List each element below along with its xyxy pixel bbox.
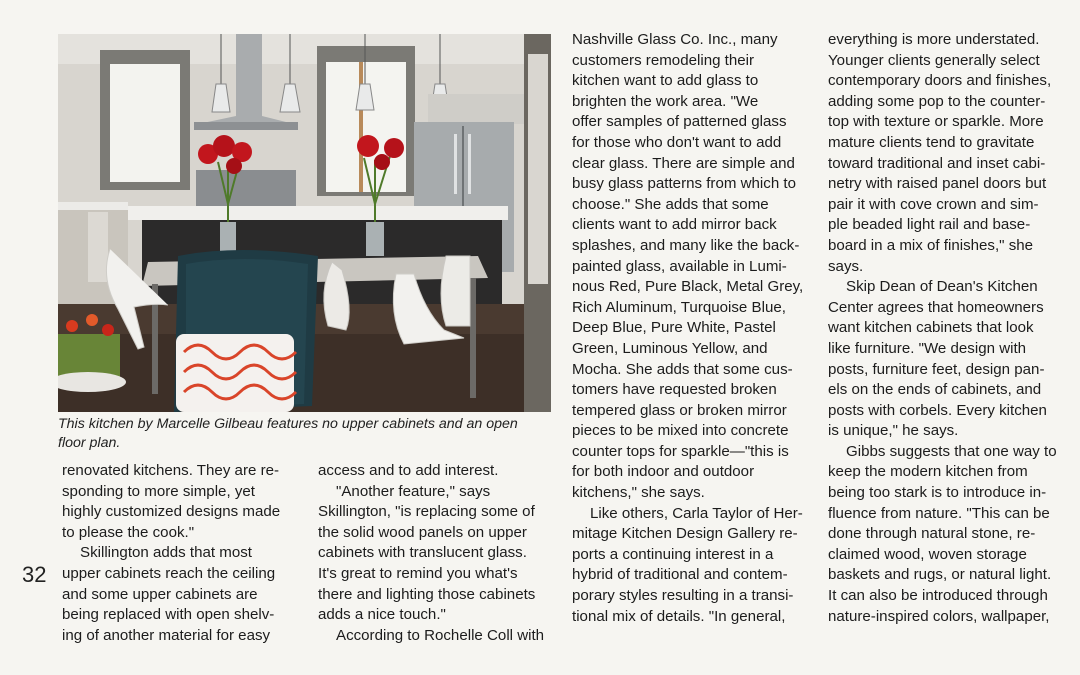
text-line: "Another feature," says — [336, 482, 491, 500]
text-line: tempered glass or broken mirror — [572, 401, 787, 419]
text-line: there and lighting those cabinets — [318, 585, 536, 603]
text-line: busy glass patterns from which to — [572, 175, 796, 193]
text-line: tional mix of details. "In general, — [572, 607, 786, 625]
text-line: upper cabinets reach the ceiling — [62, 564, 276, 582]
text-line: According to Rochelle Coll with — [336, 626, 545, 644]
text-line: like furniture. "We design with — [828, 339, 1027, 357]
text-line: want kitchen cabinets that look — [828, 319, 1034, 337]
text-line: Like others, Carla Taylor of Her- — [590, 504, 803, 522]
paragraph — [828, 30, 1068, 277]
text-line: highly customized designs made — [62, 503, 281, 521]
text-line: clients want to add mirror back — [572, 216, 777, 234]
text-line: ing of another material for easy — [62, 626, 271, 644]
paragraph — [828, 277, 1068, 442]
kitchen-photo — [58, 34, 551, 412]
text-line: counter tops for sparkle—"this is — [572, 442, 789, 460]
text-column-2 — [318, 461, 556, 646]
paragraph — [572, 30, 810, 504]
text-column-3 — [572, 30, 810, 627]
text-line: Gibbs suggests that one way to — [846, 442, 1057, 460]
photo-caption — [58, 415, 558, 453]
text-line: nature-inspired colors, wallpaper, — [828, 607, 1050, 625]
text-line: porary styles resulting in a transi- — [572, 587, 794, 605]
text-line: It can also be introduced through — [828, 587, 1048, 605]
text-line: Nashville Glass Co. Inc., many — [572, 31, 778, 48]
paragraph — [572, 504, 810, 628]
text-line: everything is more understated. — [828, 31, 1040, 48]
text-line: els on the ends of cabinets, and — [828, 381, 1042, 399]
text-line: Green, Luminous Yellow, and — [572, 339, 768, 357]
text-line: top with texture or sparkle. More — [828, 113, 1044, 131]
paragraph — [318, 626, 556, 647]
text-line: ple beaded light rail and base- — [828, 216, 1031, 234]
text-line: pair it with cove crown and sim- — [828, 195, 1039, 213]
paragraph — [62, 461, 298, 543]
text-line: posts with corbels. Every kitchen — [828, 401, 1047, 419]
text-line: is unique," he says. — [828, 422, 959, 440]
text-line: toward traditional and inset cabi- — [828, 154, 1046, 172]
text-line: sponding to more simple, yet — [62, 482, 255, 500]
text-line: It's great to remind you what's — [318, 564, 518, 582]
text-line: mitage Kitchen Design Gallery re- — [572, 525, 798, 543]
paragraph — [318, 461, 556, 482]
text-line: Rich Aluminum, Turquoise Blue, — [572, 298, 786, 316]
text-line: pieces to be mixed into concrete — [572, 422, 789, 440]
text-line: done through natural stone, re- — [828, 525, 1036, 543]
text-line: offer samples of patterned glass — [572, 113, 787, 131]
text-line: adding some pop to the counter- — [828, 92, 1046, 110]
text-line: Mocha. She adds that some cus- — [572, 360, 793, 378]
text-line: adds a nice touch." — [318, 606, 446, 624]
caption-line: floor plan. — [58, 435, 121, 451]
text-line: Skip Dean of Dean's Kitchen — [846, 278, 1038, 296]
text-line: painted glass, available in Lumi- — [572, 257, 787, 275]
text-line: Younger clients generally select — [828, 51, 1040, 69]
text-line: Skillington, "is replacing some of — [318, 503, 535, 521]
text-line: kitchens," she says. — [572, 484, 705, 502]
text-line: nous Red, Pure Black, Metal Grey, — [572, 278, 804, 296]
text-line: to please the cook." — [62, 523, 195, 541]
text-line: for both indoor and outdoor — [572, 463, 755, 481]
text-line: mature clients tend to gravitate — [828, 133, 1035, 151]
text-line: customers remodeling their — [572, 51, 755, 69]
text-column-4 — [828, 30, 1068, 627]
text-line: baskets and rugs, or natural light. — [828, 566, 1052, 584]
text-line: clear glass. There are simple and — [572, 154, 795, 172]
text-line: for those who don't want to add — [572, 133, 782, 151]
text-line: brighten the work area. "We — [572, 92, 759, 110]
text-line: cabinets with translucent glass. — [318, 544, 527, 562]
text-line: contemporary doors and finishes, — [828, 72, 1052, 90]
paragraph — [828, 442, 1068, 627]
text-line: hybrid of traditional and contem- — [572, 566, 788, 584]
text-line: posts, furniture feet, design pan- — [828, 360, 1045, 378]
text-line: and some upper cabinets are — [62, 585, 258, 603]
text-column-1 — [62, 461, 298, 646]
text-line: tomers have requested broken — [572, 381, 777, 399]
text-line: netry with raised panel doors but — [828, 175, 1047, 193]
text-line: says. — [828, 257, 864, 275]
text-line: access and to add interest. — [318, 462, 499, 479]
text-line: keep the modern kitchen from — [828, 463, 1028, 481]
text-line: board in a mix of finishes," she — [828, 236, 1034, 254]
text-line: being replaced with open shelv- — [62, 606, 275, 624]
text-line: fluence from nature. "This can be — [828, 504, 1050, 522]
text-line: being too stark is to introduce in- — [828, 484, 1047, 502]
paragraph — [62, 543, 298, 646]
page-number: 32 — [22, 562, 47, 587]
paragraph — [318, 482, 556, 626]
text-line: splashes, and many like the back- — [572, 236, 800, 254]
text-line: renovated kitchens. They are re- — [62, 462, 280, 479]
text-line: claimed wood, woven storage — [828, 545, 1027, 563]
text-line: Center agrees that homeowners — [828, 298, 1044, 316]
text-line: Skillington adds that most — [80, 544, 252, 562]
text-line: the solid wood panels on upper — [318, 523, 527, 541]
text-line: choose." She adds that some — [572, 195, 769, 213]
caption-line: This kitchen by Marcelle Gilbeau features no upper cabinets and an open — [58, 416, 518, 432]
text-line: kitchen want to add glass to — [572, 72, 759, 90]
text-line: ports a continuing interest in a — [572, 545, 774, 563]
text-line: Deep Blue, Pure White, Pastel — [572, 319, 776, 337]
